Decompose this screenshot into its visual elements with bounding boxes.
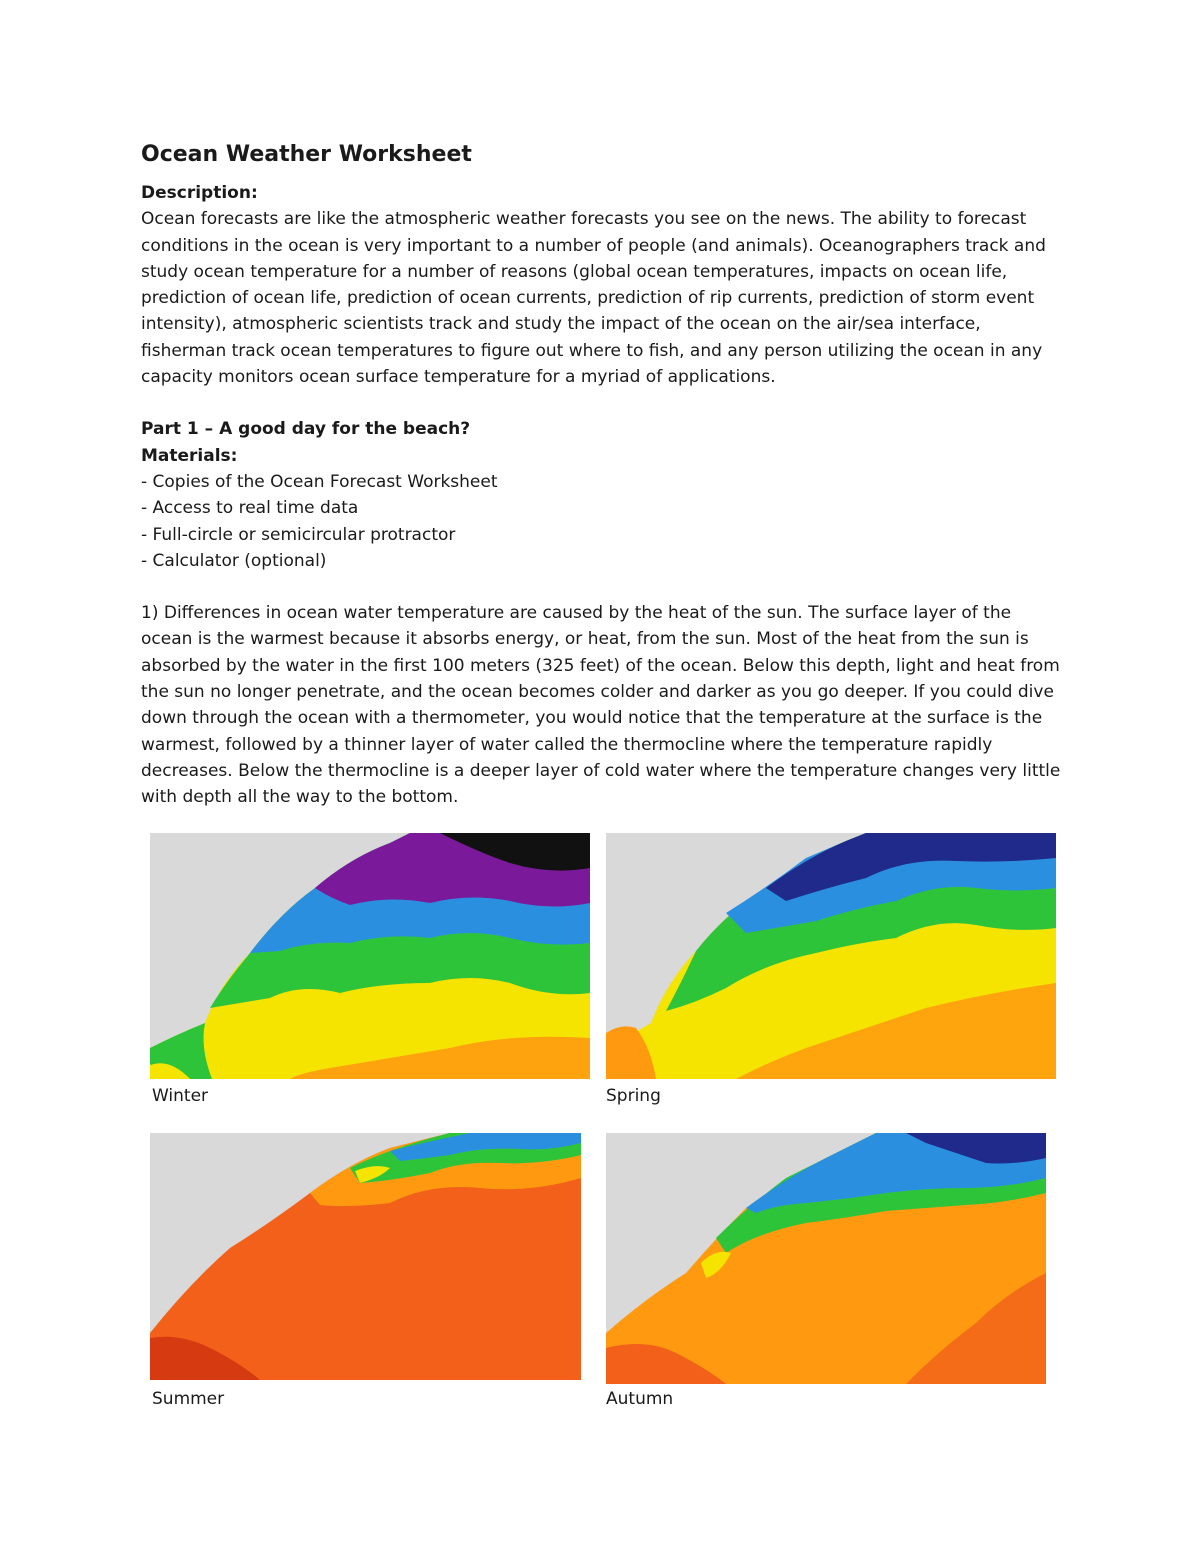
materials-heading: Materials: bbox=[141, 445, 238, 466]
description-heading: Description: bbox=[141, 183, 258, 203]
materials-list bbox=[141, 469, 1061, 574]
part1-heading: Part 1 – A good day for the beach? bbox=[141, 419, 471, 440]
page-title: Ocean Weather Worksheet bbox=[141, 142, 472, 167]
autumn-sst-map bbox=[606, 1133, 1046, 1384]
materials-item: - Copies of the Ocean Forecast Worksheet bbox=[141, 471, 498, 492]
spring-caption: Spring bbox=[606, 1086, 661, 1106]
winter-sst-map bbox=[150, 833, 590, 1079]
materials-item: - Full-circle or semicircular protractor bbox=[141, 524, 456, 545]
autumn-caption: Autumn bbox=[606, 1389, 674, 1409]
summer-caption: Summer bbox=[152, 1389, 225, 1409]
question-1-text: 1) Differences in ocean water temperature are caused by the heat of the sun. The surface layer of the ocean is the warmest because it absorbs energy, or heat, from the sun. Most of the heat from the sun is absorbed by the water in the first 100 meters (325 feet) of the ocean. Below this depth, light and heat from the sun no longer penetrate, and the ocean becomes colder and darker as you go deeper. If you could dive down through the ocean with a thermometer, you would notice that the temperature at the surface is the warmest, followed by a thinner layer of water called the thermocline where the temperature rapidly decreases. Below the thermocline is a deeper layer of cold water where the temperature changes very little with depth all the way to the bottom. bbox=[141, 603, 1061, 808]
materials-item: - Calculator (optional) bbox=[141, 550, 327, 571]
summer-sst-map bbox=[150, 1133, 581, 1380]
worksheet-page bbox=[141, 140, 1061, 811]
materials-item: - Access to real time data bbox=[141, 498, 359, 519]
winter-caption: Winter bbox=[152, 1086, 209, 1106]
description-text: Ocean forecasts are like the atmospheric weather forecasts you see on the news. The ability to forecast conditions in the ocean is very important to a number of people (and animals). Oceanographers track and study ocean temperature for a number of reasons (global ocean temperatures, impacts on ocean life, prediction of ocean life, prediction of ocean currents, prediction of rip currents, prediction of storm event intensity), atmospheric scientists track and study the impact of the ocean on the air/sea interface, fisherman track ocean temperatures to figure out where to fish, and any person utilizing the ocean in any capacity monitors ocean surface temperature for a myriad of applications. bbox=[141, 209, 1046, 388]
spring-sst-map bbox=[606, 833, 1056, 1079]
